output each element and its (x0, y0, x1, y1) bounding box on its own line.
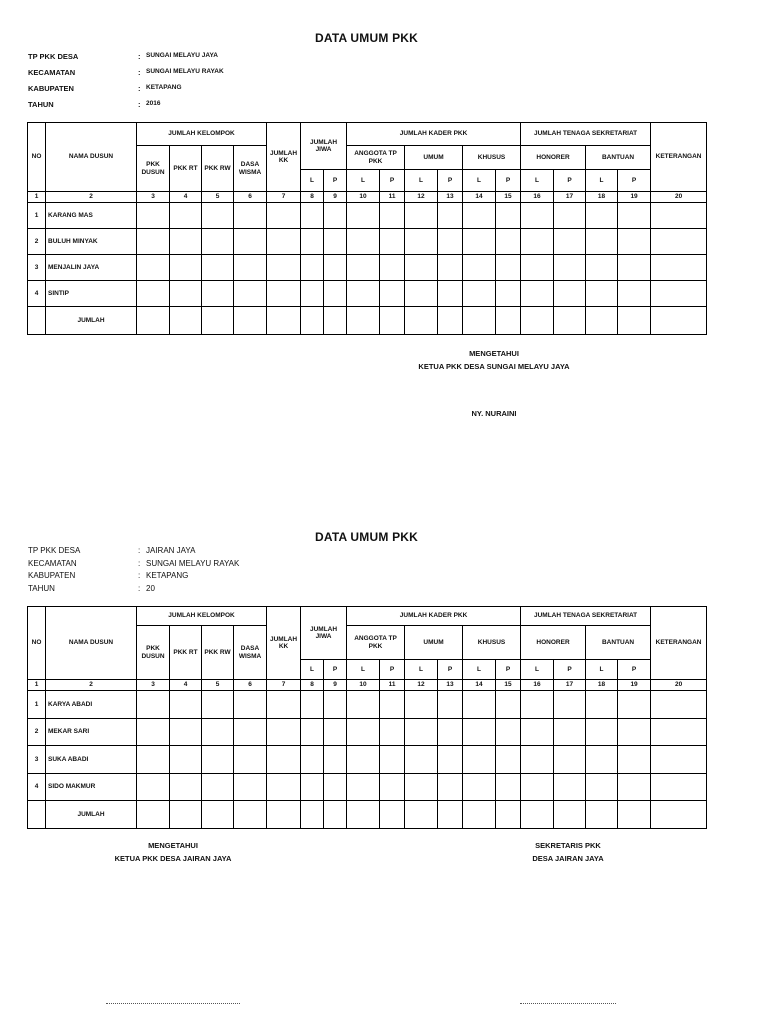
col-number: 17 (554, 192, 586, 203)
col-number: 15 (496, 192, 521, 203)
row-dusun-name: SIDO MAKMUR (46, 774, 137, 801)
header-p: P (438, 660, 463, 680)
form1-signature-block (384, 347, 604, 373)
row-no: 3 (28, 255, 46, 281)
header-nama-dusun: NAMA DUSUN (46, 607, 137, 680)
header-l: L (405, 660, 438, 680)
col-number: 1 (28, 192, 46, 203)
header-l: L (301, 660, 324, 680)
header-l: L (347, 660, 380, 680)
row-dusun-name: KARYA ABADI (46, 691, 137, 719)
row-dusun-name: MEKAR SARI (46, 719, 137, 746)
table-row (28, 203, 707, 229)
sign-acknowledge: MENGETAHUI (148, 841, 198, 850)
col-number: 1 (28, 680, 46, 691)
header-anggota-tp: ANGGOTA TP PKK (347, 146, 405, 170)
row-no: 2 (28, 229, 46, 255)
row-dusun-name: MENJALIN JAYA (46, 255, 137, 281)
signature-line-left (106, 1003, 240, 1004)
header-jumlah-kk: JUMLAH KK (267, 123, 301, 192)
header-bantuan: BANTUAN (586, 626, 651, 660)
sign-role: DESA JAIRAN JAYA (532, 854, 604, 863)
info-label: KECAMATAN (28, 68, 76, 77)
header-p: P (380, 170, 405, 192)
header-jumlah-kelompok: JUMLAH KELOMPOK (137, 607, 267, 626)
info-colon: : (138, 100, 141, 109)
table-total-row (28, 801, 707, 829)
header-pkk-dusun: PKK DUSUN (137, 626, 170, 680)
header-jumlah-kk: JUMLAH KK (267, 607, 301, 680)
header-p: P (554, 170, 586, 192)
info-colon: : (138, 583, 141, 593)
col-number: 19 (618, 680, 651, 691)
header-p: P (618, 170, 651, 192)
info-label: TP PKK DESA (28, 52, 79, 61)
row-dusun-name: BULUH MINYAK (46, 229, 137, 255)
table-row (28, 719, 707, 746)
info-colon: : (138, 546, 141, 555)
table-row (28, 746, 707, 774)
header-jumlah-tenaga: JUMLAH TENAGA SEKRETARIAT (521, 123, 651, 146)
row-dusun-name: SINTIP (46, 281, 137, 307)
header-l: L (301, 170, 324, 192)
col-number: 15 (496, 680, 521, 691)
header-pkk-rt: PKK RT (170, 626, 202, 680)
header-pkk-rw: PKK RW (202, 146, 234, 192)
col-number: 12 (405, 192, 438, 203)
header-umum: UMUM (405, 146, 463, 170)
col-number: 5 (202, 680, 234, 691)
header-bantuan: BANTUAN (586, 146, 651, 170)
form2-title: DATA UMUM PKK (314, 530, 419, 544)
col-number: 2 (46, 192, 137, 203)
header-l: L (347, 170, 380, 192)
header-p: P (496, 660, 521, 680)
form1-table (27, 122, 707, 335)
col-number: 13 (438, 192, 463, 203)
row-no: 3 (28, 746, 46, 774)
header-l: L (463, 660, 496, 680)
col-number: 9 (324, 680, 347, 691)
row-no: 1 (28, 203, 46, 229)
row-no: 4 (28, 774, 46, 801)
col-number: 17 (554, 680, 586, 691)
header-l: L (463, 170, 496, 192)
header-pkk-dusun: PKK DUSUN (137, 146, 170, 192)
header-l: L (586, 170, 618, 192)
header-jumlah-jiwa: JUMLAH JIWA (301, 123, 347, 170)
header-pkk-rw: PKK RW (202, 626, 234, 680)
col-number: 4 (170, 192, 202, 203)
header-no: NO (28, 123, 46, 192)
form2-signature-right (488, 839, 648, 865)
sign-role: KETUA PKK DESA SUNGAI MELAYU JAYA (418, 362, 570, 371)
header-keterangan: KETERANGAN (651, 607, 707, 680)
info-label: KABUPATEN (28, 84, 74, 93)
header-honorer: HONORER (521, 626, 586, 660)
info-value: KETAPANG (146, 84, 182, 91)
col-number: 18 (586, 680, 618, 691)
info-label: KABUPATEN (28, 571, 76, 580)
col-number: 5 (202, 192, 234, 203)
header-jumlah-kader: JUMLAH KADER PKK (347, 607, 521, 626)
col-number: 10 (347, 192, 380, 203)
header-pkk-rt: PKK RT (170, 146, 202, 192)
sign-role: KETUA PKK DESA JAIRAN JAYA (114, 854, 232, 863)
header-nama-dusun: NAMA DUSUN (46, 123, 137, 192)
form2-signature-left (73, 839, 273, 865)
form1-signer-name: NY. NURAINI (471, 409, 517, 418)
row-dusun-name: KARANG MAS (46, 203, 137, 229)
header-keterangan: KETERANGAN (651, 123, 707, 192)
info-colon: : (138, 52, 141, 61)
header-p: P (496, 170, 521, 192)
table-row (28, 281, 707, 307)
sign-title: SEKRETARIS PKK (535, 841, 601, 850)
col-number: 2 (46, 680, 137, 691)
col-number: 7 (267, 192, 301, 203)
info-label: TAHUN (28, 583, 55, 593)
table-total-row (28, 307, 707, 335)
row-dusun-name: SUKA ABADI (46, 746, 137, 774)
header-dasa-wisma: DASA WISMA (234, 146, 267, 192)
header-l: L (405, 170, 438, 192)
col-number: 11 (380, 680, 405, 691)
header-p: P (324, 170, 347, 192)
col-number: 19 (618, 192, 651, 203)
table-row (28, 255, 707, 281)
col-number: 8 (301, 192, 324, 203)
column-number-row (28, 680, 707, 691)
info-label: TAHUN (28, 100, 54, 109)
col-number: 9 (324, 192, 347, 203)
col-number: 20 (651, 680, 707, 691)
row-no: 4 (28, 281, 46, 307)
header-honorer: HONORER (521, 146, 586, 170)
info-value: 2016 (146, 100, 161, 107)
col-number: 12 (405, 680, 438, 691)
header-jumlah-jiwa: JUMLAH JIWA (301, 607, 347, 660)
col-number: 6 (234, 680, 267, 691)
col-number: 10 (347, 680, 380, 691)
col-number: 6 (234, 192, 267, 203)
info-colon: : (138, 84, 141, 93)
info-value: JAIRAN JAYA (146, 546, 196, 555)
header-anggota-tp: ANGGOTA TP PKK (347, 626, 405, 660)
col-number: 3 (137, 192, 170, 203)
header-umum: UMUM (405, 626, 463, 660)
col-number: 20 (651, 192, 707, 203)
col-number: 11 (380, 192, 405, 203)
header-jumlah-kader: JUMLAH KADER PKK (347, 123, 521, 146)
column-number-row (28, 192, 707, 203)
info-label: TP PKK DESA (28, 546, 81, 555)
info-value: SUNGAI MELAYU RAYAK (146, 558, 240, 568)
col-number: 14 (463, 680, 496, 691)
row-no: 1 (28, 691, 46, 719)
form2-table (27, 606, 707, 829)
header-l: L (521, 170, 554, 192)
form1-title: DATA UMUM PKK (314, 31, 419, 45)
info-colon: : (138, 68, 141, 77)
table-row (28, 691, 707, 719)
header-l: L (521, 660, 554, 680)
info-label: KECAMATAN (28, 558, 77, 568)
col-number: 16 (521, 192, 554, 203)
info-value: SUNGAI MELAYU JAYA (146, 52, 218, 59)
header-p: P (618, 660, 651, 680)
table-row (28, 774, 707, 801)
info-colon: : (138, 558, 141, 568)
header-p: P (324, 660, 347, 680)
header-l: L (586, 660, 618, 680)
col-number: 4 (170, 680, 202, 691)
header-p: P (380, 660, 405, 680)
info-value: KETAPANG (146, 571, 189, 580)
info-colon: : (138, 571, 141, 580)
info-value: 20 (146, 583, 155, 593)
info-value: SUNGAI MELAYU RAYAK (146, 68, 224, 75)
header-jumlah-tenaga: JUMLAH TENAGA SEKRETARIAT (521, 607, 651, 626)
header-khusus: KHUSUS (463, 626, 521, 660)
col-number: 14 (463, 192, 496, 203)
col-number: 16 (521, 680, 554, 691)
header-jumlah-kelompok: JUMLAH KELOMPOK (137, 123, 267, 146)
header-no: NO (28, 607, 46, 680)
signature-line-right (520, 1003, 616, 1004)
header-p: P (438, 170, 463, 192)
total-label: JUMLAH (46, 307, 137, 335)
table-row (28, 229, 707, 255)
col-number: 18 (586, 192, 618, 203)
row-no: 2 (28, 719, 46, 746)
col-number: 8 (301, 680, 324, 691)
col-number: 7 (267, 680, 301, 691)
header-khusus: KHUSUS (463, 146, 521, 170)
header-dasa-wisma: DASA WISMA (234, 626, 267, 680)
total-label: JUMLAH (46, 801, 137, 829)
col-number: 13 (438, 680, 463, 691)
header-p: P (554, 660, 586, 680)
col-number: 3 (137, 680, 170, 691)
sign-acknowledge: MENGETAHUI (469, 349, 519, 358)
